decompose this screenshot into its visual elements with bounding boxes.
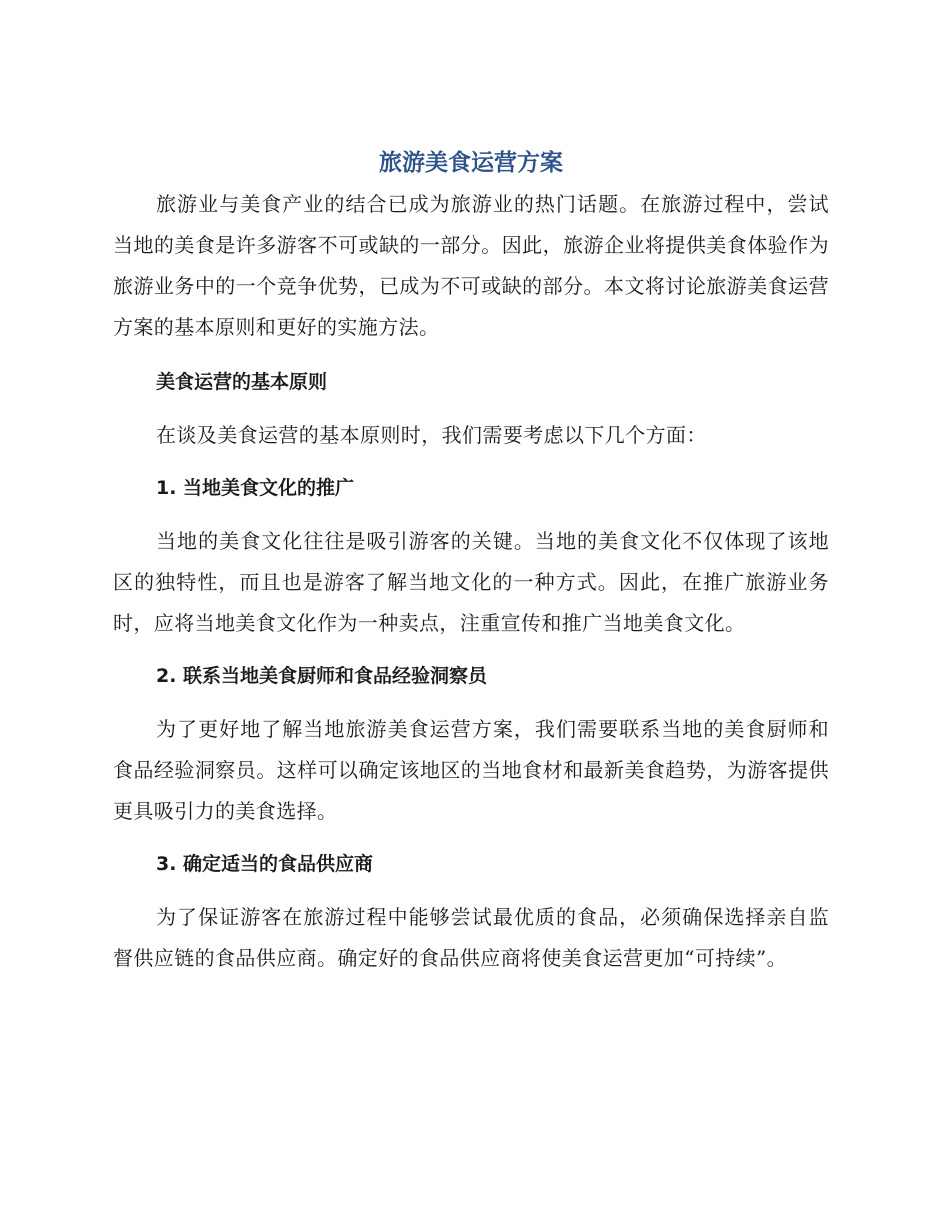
point-heading-1: 1. 当地美食文化的推广 [156, 477, 355, 499]
point-heading-3: 3. 确定适当的食品供应商 [156, 853, 374, 875]
section-heading: 美食运营的基本原则 [156, 371, 328, 393]
point-body-1: 当地的美食文化往往是吸引游客的关键。当地的美食文化不仅体现了该地区的独特性，而且也是游客了解当地文化的一种方式。因此，在推广旅游业务时，应将当地美食文化作为一种卖点，注重宣传和推广当地美食文化。 [113, 529, 829, 635]
point-body-2: 为了更好地了解当地旅游美食运营方案，我们需要联系当地的美食厨师和食品经验洞察员。这样可以确定该地区的当地食材和最新美食趋势，为游客提供更具吸引力的美食选择。 [113, 717, 829, 823]
section-intro-paragraph: 在谈及美食运营的基本原则时，我们需要考虑以下几个方面： [156, 423, 707, 447]
document-title: 旅游美食运营方案 [379, 150, 563, 176]
point-body-3: 为了保证游客在旅游过程中能够尝试最优质的食品，必须确保选择亲自监督供应链的食品供应商。确定好的食品供应商将使美食运营更加“可持续”。 [113, 905, 829, 970]
intro-paragraph: 旅游业与美食产业的结合已成为旅游业的热门话题。在旅游过程中，尝试当地的美食是许多游客不可或缺的一部分。因此，旅游企业将提供美食体验作为旅游业务中的一个竞争优势，已成为不可或缺的部分。本文将讨论旅游美食运营方案的基本原则和更好的实施方法。 [113, 192, 829, 339]
document-page [113, 142, 829, 979]
point-heading-2: 2. 联系当地美食厨师和食品经验洞察员 [156, 665, 488, 687]
